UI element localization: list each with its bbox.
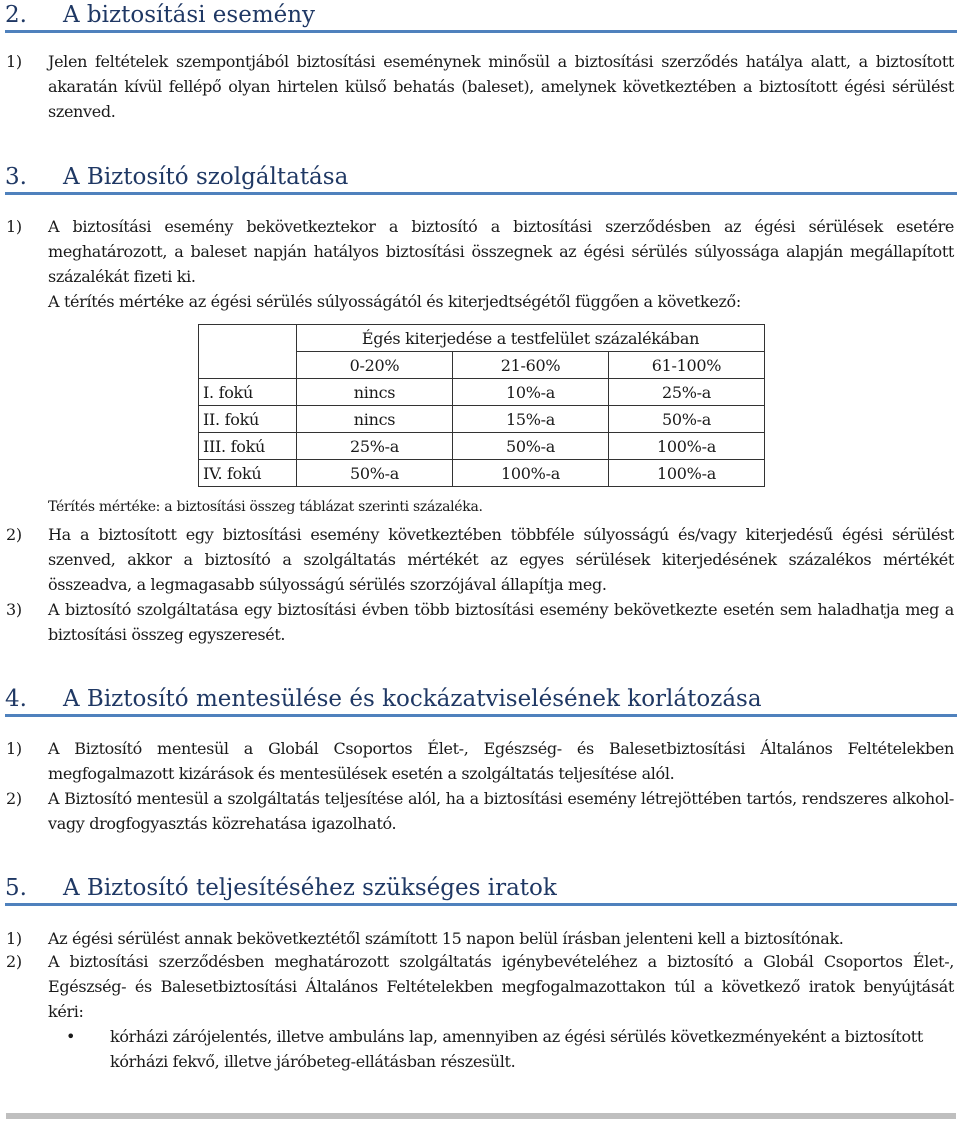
table-cell: 15%-a (453, 406, 609, 433)
item-text: A Biztosító mentesül a Globál Csoportos Élet-, Egészség- és Balesetbiztosítási Általános Feltételekben megfogalmazott kizárások és mentesülések esetén a szolgáltatás teljesítése alól. (48, 739, 954, 784)
section-title: A biztosítási esemény (63, 2, 316, 28)
item-text: Ha a biztosított egy biztosítási esemény következtében többféle súlyosságú és/vagy kiterjedésű égési sérülést szenved, akkor a biztosító a szolgáltatás mértékét az egyes sérülések kiterjedésének százalékos mértékét összeadva, a legmagasabb súlyosságú sérülés szorzójával állapítja meg. (48, 525, 954, 595)
section-3-heading (5, 162, 957, 195)
table-note: Térítés mértéke: a biztosítási összeg táblázat szerinti százaléka. (48, 499, 483, 515)
section-2-heading (5, 0, 957, 33)
item-number: 1) (6, 739, 22, 758)
section-number: 5. (5, 875, 27, 901)
item-text: A biztosítási esemény bekövetkeztekor a biztosító a biztosítási szerződésben az égési sérülések esetére meghatározott, a baleset napján hatályos biztosítási összegnek az égési sérülés súlyossága alapján megállapított százalékát fizeti ki. (48, 217, 954, 287)
table-cell: 50%-a (609, 406, 765, 433)
section-number: 2. (5, 2, 27, 28)
item-number: 1) (6, 929, 22, 948)
table-cell: 10%-a (453, 379, 609, 406)
table-cell: 50%-a (453, 433, 609, 460)
item-text: Jelen feltételek szempontjából biztosítási eseménynek minősül a biztosítási szerződés hatálya alatt, a biztosított akaratán kívül fellépő olyan hirtelen külső behatás (baleset), amelynek következtében a biztosított égési sérülést szenved. (48, 52, 954, 122)
section-title: A Biztosító mentesülése és kockázatviselésének korlátozása (63, 686, 762, 712)
table-cell: 25%-a (297, 433, 453, 460)
table-cell: nincs (297, 379, 453, 406)
table-cell: 100%-a (453, 460, 609, 487)
section-title: A Biztosító teljesítéséhez szükséges iratok (63, 875, 557, 901)
table-cell: 25%-a (609, 379, 765, 406)
column-header: 21-60% (453, 352, 609, 379)
table-cell: 100%-a (609, 433, 765, 460)
column-header: 0-20% (297, 352, 453, 379)
section-number: 3. (5, 164, 27, 190)
section-title: A Biztosító szolgáltatása (63, 164, 349, 190)
item-number: 2) (6, 952, 22, 971)
section-4-heading (5, 684, 957, 717)
row-label: II. fokú (199, 406, 297, 433)
s3-intro: A térítés mértéke az égési sérülés súlyosságától és kiterjedtségétől függően a következő: (48, 292, 741, 311)
table-cell: nincs (297, 406, 453, 433)
table-cell: 100%-a (609, 460, 765, 487)
compensation-table (198, 324, 765, 487)
row-label: IV. fokú (199, 460, 297, 487)
s5-item-2 (6, 949, 954, 1025)
section-5-heading (5, 873, 957, 906)
table-cell: 50%-a (297, 460, 453, 487)
item-text: Az égési sérülést annak bekövetkeztétől számított 15 napon belül írásban jelenteni kell a biztosítónak. (48, 929, 844, 948)
item-number: 1) (6, 52, 22, 71)
item-number: 1) (6, 217, 22, 236)
footer-divider (6, 1113, 956, 1119)
s4-item-1 (6, 736, 954, 786)
s3-item-2 (6, 522, 954, 598)
s4-item-2 (6, 786, 954, 836)
s3-item-3 (6, 597, 954, 647)
table-row (199, 406, 765, 433)
table-row (199, 433, 765, 460)
item-number: 3) (6, 600, 22, 619)
table-header: Égés kiterjedése a testfelület százalékában (297, 325, 765, 352)
s2-item-1 (6, 49, 954, 125)
item-number: 2) (6, 525, 22, 544)
table-header-row (199, 325, 765, 352)
table-row (199, 460, 765, 487)
column-header: 61-100% (609, 352, 765, 379)
table-row (199, 379, 765, 406)
item-text: A biztosítási szerződésben meghatározott szolgáltatás igénybevételéhez a biztosító a Globál Csoportos Élet-, Egészség- és Balesetbiztosítási Általános Feltételekben megfogalmazottakon túl a következő iratok benyújtását kéri: (48, 952, 954, 1022)
s5-item-1 (6, 926, 954, 951)
item-text: A Biztosító mentesül a szolgáltatás teljesítése alól, ha a biztosítási esemény létrejöttében tartós, rendszeres alkohol- vagy drogfogyasztás közrehatása igazolható. (48, 789, 954, 834)
bullet-icon: • (66, 1027, 76, 1046)
item-text: A biztosító szolgáltatása egy biztosítási évben több biztosítási esemény bekövetkezte esetén sem haladhatja meg a biztosítási összeg egyszeresét. (48, 600, 954, 645)
bullet-item: kórházi zárójelentés, illetve ambuláns lap, amennyiben az égési sérülés következményeként a biztosított kórházi fekvő, illetve járóbeteg-ellátásban részesült. (110, 1027, 923, 1072)
item-number: 2) (6, 789, 22, 808)
s3-item-1 (6, 214, 954, 290)
table-corner-cell (199, 325, 297, 379)
row-label: III. fokú (199, 433, 297, 460)
row-label: I. fokú (199, 379, 297, 406)
section-number: 4. (5, 686, 27, 712)
